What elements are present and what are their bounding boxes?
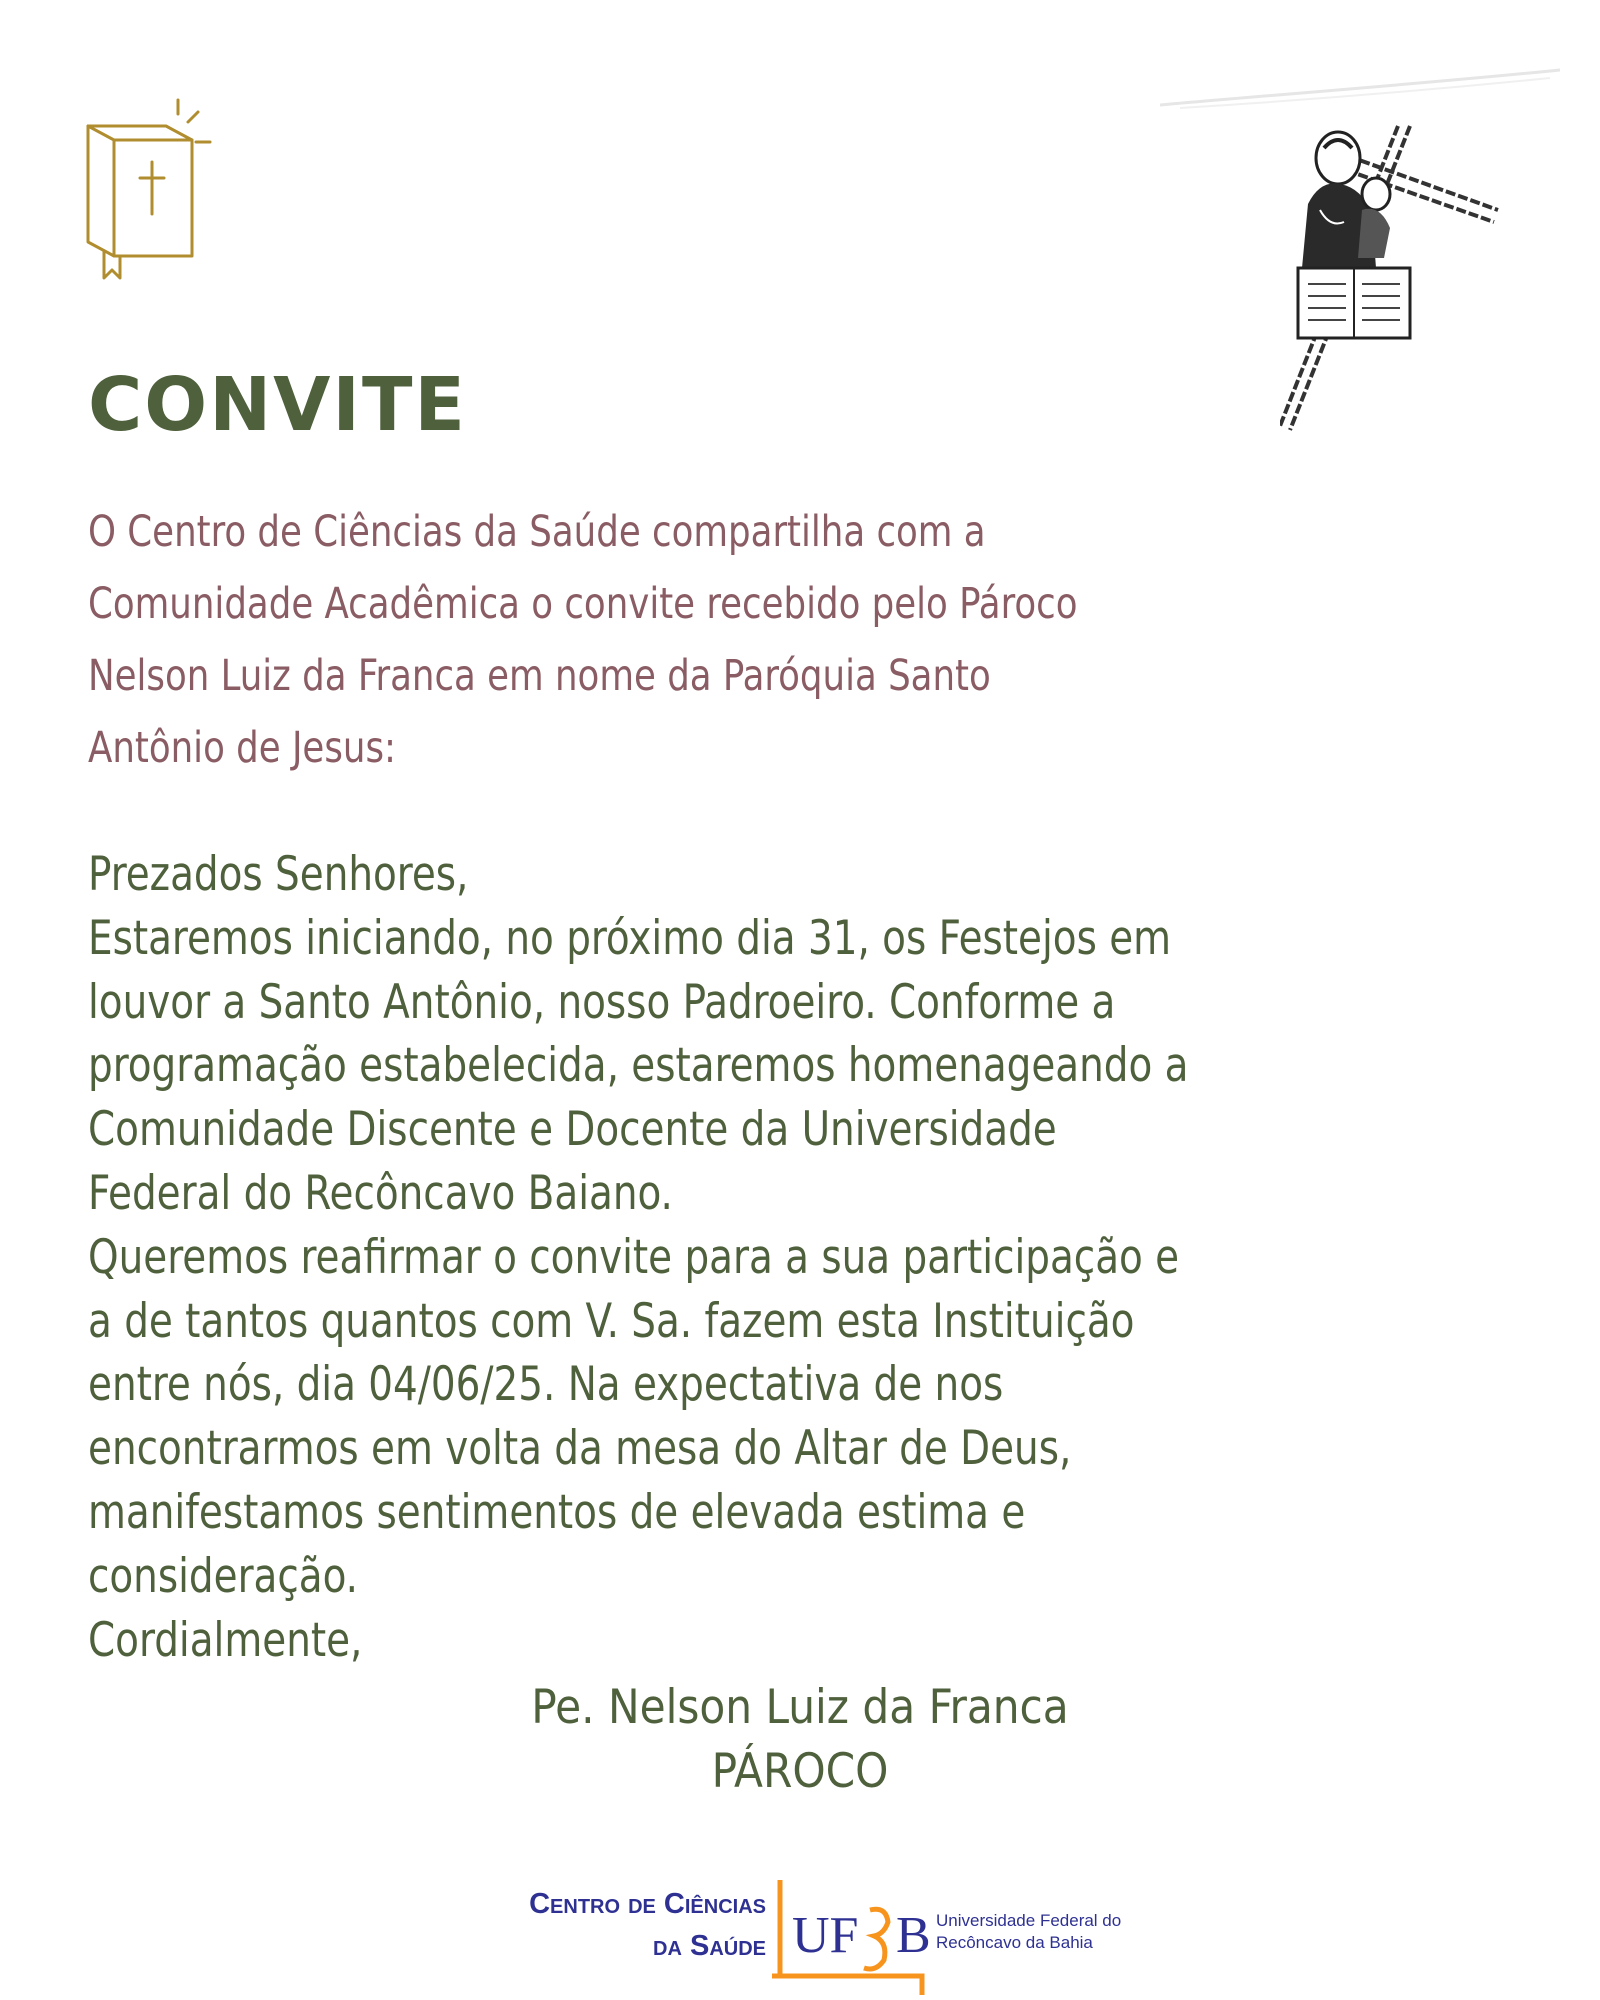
- letter-line: Queremos reafirmar o convite para a sua participação e: [88, 1229, 1180, 1285]
- saint-anthony-illustration: [1280, 118, 1500, 433]
- ufrb-logo-mark: [772, 1880, 942, 1995]
- intro-line: O Centro de Ciências da Saúde compartilha com a: [88, 507, 986, 557]
- signature-name: Pe. Nelson Luiz da Franca: [531, 1680, 1069, 1735]
- letter-line: consideração.: [88, 1548, 359, 1604]
- ufrb-name-line2: Recôncavo da Bahia: [936, 1933, 1093, 1952]
- intro-paragraph: [88, 496, 1394, 784]
- letter-line: entre nós, dia 04/06/25. Na expectativa de nos: [88, 1357, 1004, 1413]
- letter-line: manifestamos sentimentos de elevada estima e: [88, 1484, 1026, 1540]
- svg-text:B: B: [896, 1907, 931, 1964]
- signature-role: PÁROCO: [711, 1744, 889, 1799]
- letter-line: encontrarmos em volta da mesa do Altar de Deus,: [88, 1421, 1072, 1477]
- ccs-logo-line2: da Saúde: [653, 1930, 766, 1962]
- letter-line: a de tantos quantos com V. Sa. fazem esta Instituição: [88, 1293, 1135, 1349]
- intro-line: Comunidade Acadêmica o convite recebido pelo Pároco: [88, 579, 1078, 629]
- letter-line: Comunidade Discente e Docente da Universidade: [88, 1102, 1057, 1158]
- bible-icon: [80, 96, 230, 286]
- page-title: CONVITE: [88, 362, 467, 448]
- letter-line: programação estabelecida, estaremos homenageando a: [88, 1038, 1189, 1094]
- ufrb-full-name: [936, 1910, 1121, 1954]
- letter-line: Prezados Senhores,: [88, 847, 469, 902]
- ccs-logo-line1: Centro de Ciências: [529, 1888, 766, 1920]
- letter-line: Estaremos iniciando, no próximo dia 31, os Festejos em: [88, 910, 1172, 966]
- intro-line: Antônio de Jesus:: [88, 723, 396, 773]
- letter-body: [88, 843, 1468, 1672]
- paper-texture-mark: [1150, 60, 1570, 110]
- ufrb-name-line1: Universidade Federal do: [936, 1911, 1122, 1930]
- footer-logo: [484, 1880, 1124, 1995]
- letter-line: Cordialmente,: [88, 1612, 363, 1668]
- letter-line: louvor a Santo Antônio, nosso Padroeiro. Conforme a: [88, 974, 1116, 1030]
- letter-line: Federal do Recôncavo Baiano.: [88, 1165, 673, 1221]
- intro-line: Nelson Luiz da Franca em nome da Paróquia Santo: [88, 651, 991, 701]
- signature-block: [0, 1676, 1600, 1804]
- svg-text:UF: UF: [792, 1907, 859, 1964]
